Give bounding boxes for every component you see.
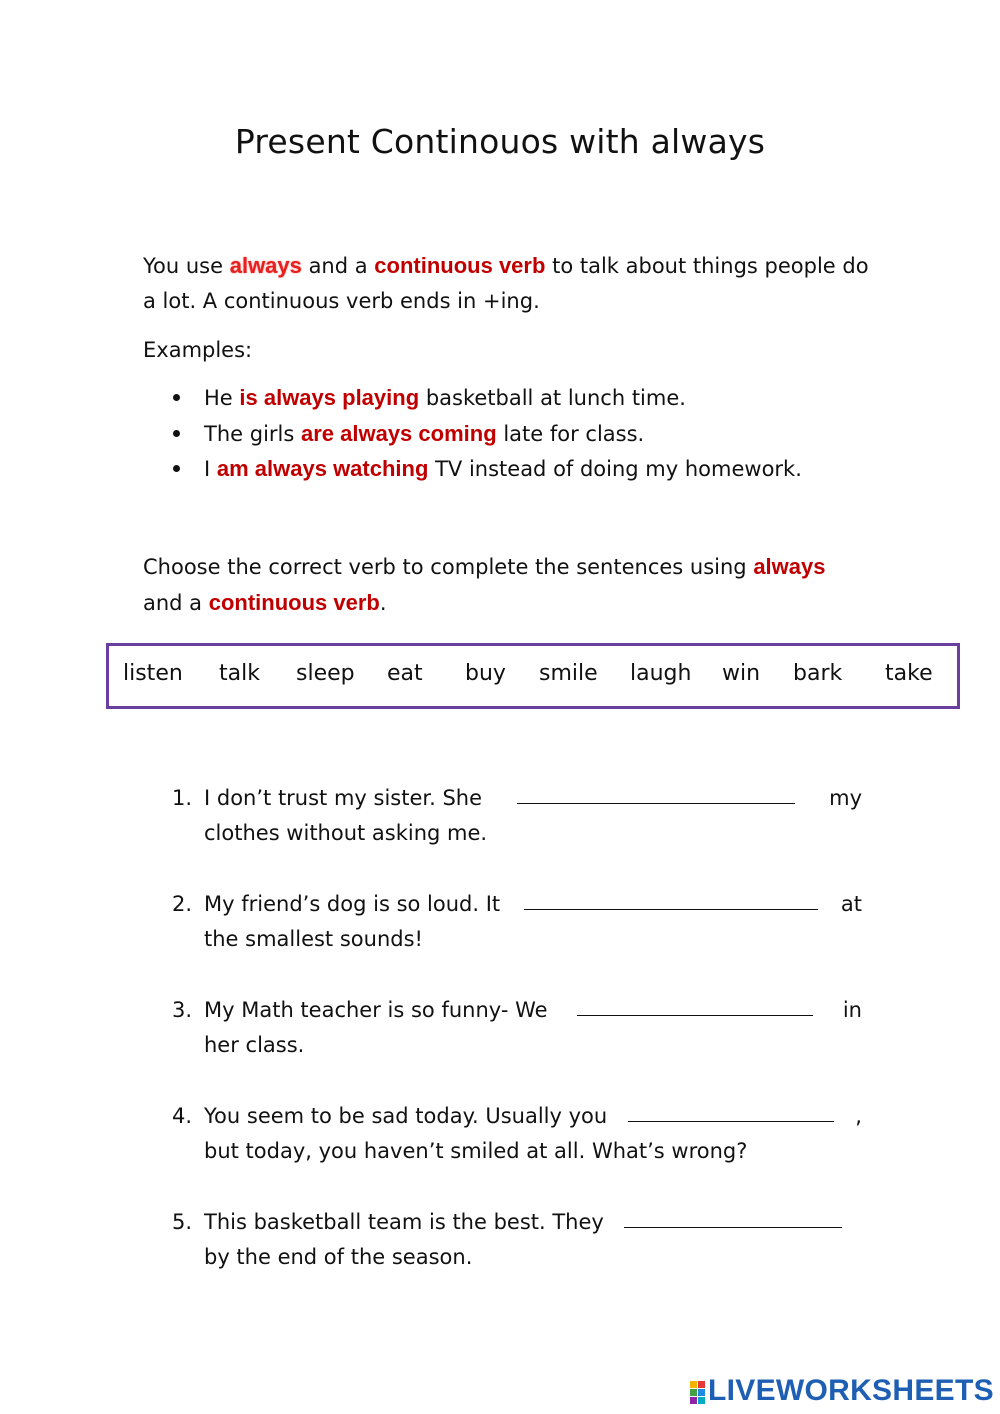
instruction-text-1: Choose the correct verb to complete the sentences using	[143, 555, 754, 579]
word-bank-item: win	[722, 661, 761, 686]
word-bank-item: laugh	[630, 661, 692, 686]
bullet-icon	[173, 394, 180, 401]
question-text: My friend’s dog is so loud. It	[204, 892, 501, 916]
example-highlight: is always playing	[239, 385, 420, 410]
word-bank-item: bark	[793, 661, 843, 686]
example-item	[143, 451, 873, 487]
question-1	[172, 781, 862, 851]
example-text: late for class.	[496, 421, 645, 446]
question-text: her class.	[204, 1033, 305, 1057]
bullet-icon	[173, 430, 180, 437]
answer-blank-3[interactable]	[577, 993, 813, 1016]
word-bank-box	[106, 643, 960, 709]
question-number: 1.	[172, 786, 193, 810]
word-bank-item: take	[885, 661, 933, 686]
answer-blank-4[interactable]	[628, 1099, 834, 1122]
example-text: The girls	[204, 421, 301, 446]
example-highlight: are always coming	[300, 420, 497, 446]
question-text: ,	[855, 1104, 862, 1128]
liveworksheets-logo	[690, 1374, 994, 1408]
word-bank-item: listen	[123, 661, 183, 686]
logo-text: LIVEWORKSHEETS	[708, 1374, 994, 1407]
question-text: by the end of the season.	[204, 1245, 473, 1269]
example-highlight: am always watching	[216, 456, 429, 481]
intro-text-2: and a	[301, 254, 375, 278]
question-text: in	[842, 998, 862, 1022]
question-5	[172, 1205, 862, 1275]
question-text: the smallest sounds!	[204, 927, 423, 951]
bullet-icon	[173, 465, 180, 472]
question-number: 3.	[172, 998, 193, 1022]
word-bank-item: sleep	[296, 661, 355, 686]
example-text: He	[204, 386, 240, 410]
question-number: 5.	[172, 1210, 193, 1234]
question-text: My Math teacher is so funny- We	[204, 998, 548, 1022]
keyword-always: always	[229, 253, 302, 278]
question-text: my	[829, 786, 862, 810]
logo-blocks-icon	[690, 1377, 706, 1405]
example-item	[143, 416, 873, 452]
answer-blank-1[interactable]	[517, 781, 795, 804]
question-2	[172, 887, 862, 957]
instruction-text-2: and a	[143, 591, 209, 615]
example-item	[143, 380, 873, 416]
intro-paragraph	[143, 248, 873, 319]
question-text: This basketball team is the best. They	[204, 1210, 604, 1234]
examples-list	[143, 380, 873, 487]
keyword-continuous-verb: continuous verb	[374, 253, 546, 278]
word-bank-item: smile	[539, 661, 598, 686]
question-4	[172, 1099, 862, 1169]
page-title: Present Continouos with always	[234, 122, 766, 161]
answer-blank-5[interactable]	[624, 1205, 842, 1228]
intro-text-1: You use	[143, 254, 230, 278]
answer-blank-2[interactable]	[524, 887, 818, 910]
question-text: You seem to be sad today. Usually you	[204, 1104, 608, 1128]
example-text: basketball at lunch time.	[419, 386, 686, 410]
word-bank-item: talk	[219, 661, 260, 686]
question-3	[172, 993, 862, 1063]
instruction-text-3: .	[379, 591, 387, 615]
question-text: I don’t trust my sister. She	[204, 786, 483, 810]
keyword-continuous-verb: continuous verb	[208, 590, 380, 615]
example-text: I	[204, 457, 217, 481]
question-text: at	[840, 892, 862, 916]
instruction-paragraph	[143, 549, 873, 621]
keyword-always: always	[753, 554, 826, 579]
word-bank-item: buy	[465, 661, 506, 686]
examples-label: Examples:	[143, 338, 253, 362]
question-text: but today, you haven’t smiled at all. What’s wrong?	[204, 1139, 748, 1163]
example-text: TV instead of doing my homework.	[428, 457, 802, 481]
question-number: 2.	[172, 892, 193, 916]
question-text: clothes without asking me.	[204, 821, 488, 845]
word-bank-item: eat	[387, 661, 423, 686]
intro-text-3: to talk about things people do a lot. A continuous verb ends in +ing.	[143, 254, 869, 313]
question-number: 4.	[172, 1104, 193, 1128]
